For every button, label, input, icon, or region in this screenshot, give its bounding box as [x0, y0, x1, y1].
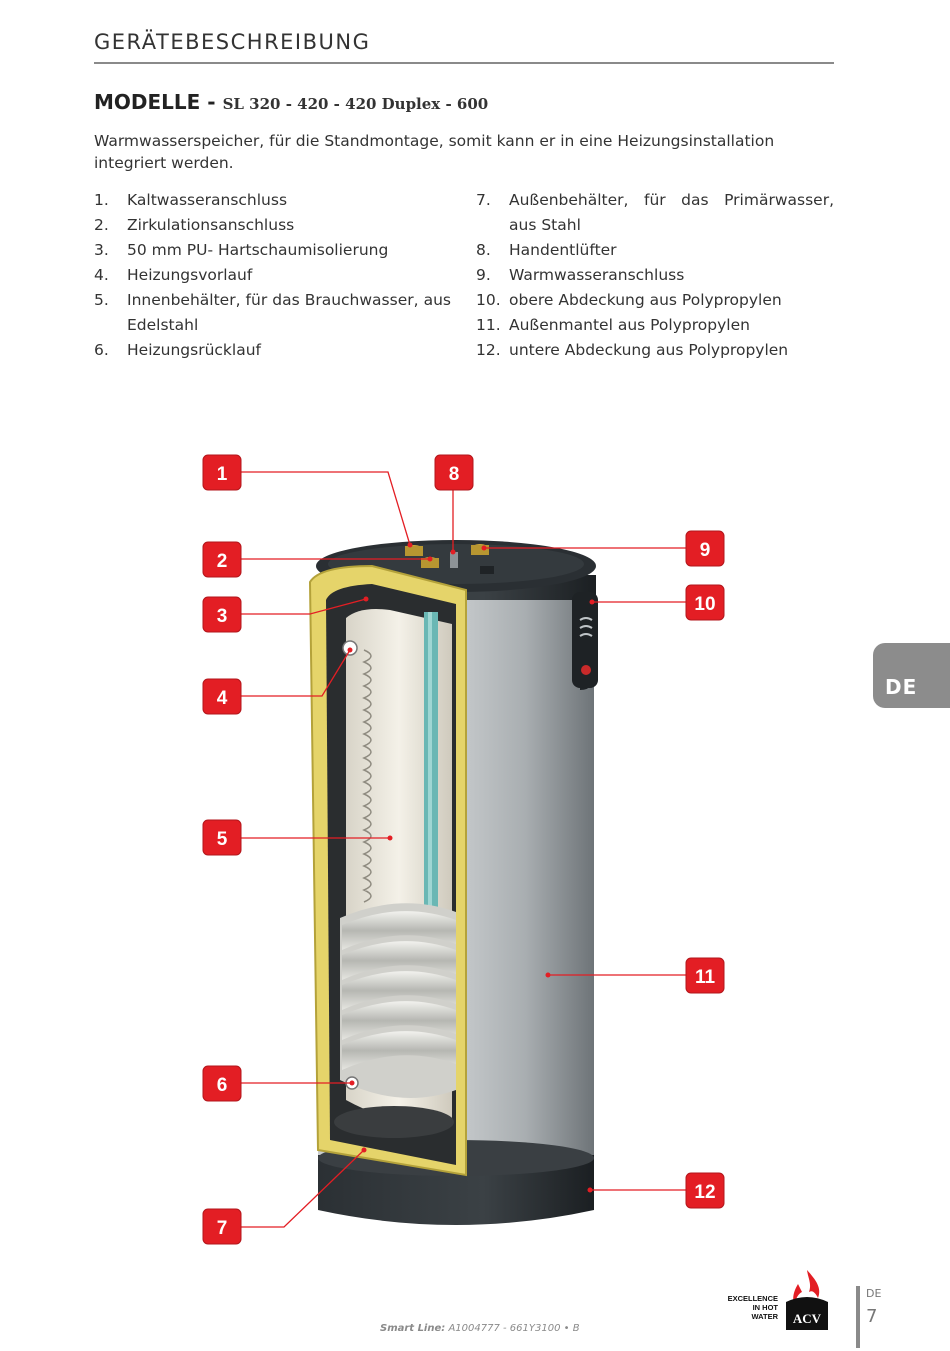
- legend-number: 4.: [94, 266, 109, 284]
- legend-number: 3.: [94, 241, 109, 259]
- legend-item: [94, 213, 451, 238]
- legend-item: [476, 338, 834, 363]
- legend-text: untere Abdeckung aus Polypropylen: [509, 341, 789, 359]
- leader-dot: [546, 973, 551, 978]
- leader-dot: [451, 550, 456, 555]
- product-line: Smart Line:: [380, 1323, 446, 1334]
- legend-item: [94, 188, 451, 213]
- callout-badge-7: [203, 1209, 241, 1244]
- models-heading: [94, 90, 488, 114]
- logo-text: ACV: [792, 1311, 822, 1326]
- callout-badge-12: [686, 1173, 724, 1208]
- acv-logo: [782, 1268, 832, 1332]
- legend-text: Außenmantel aus Polypropylen: [509, 316, 750, 334]
- leader-line: [240, 472, 410, 545]
- legend-text: Kaltwasseranschluss: [127, 191, 288, 209]
- header-divider: [94, 62, 834, 64]
- legend-text: Außenbehälter, für das Primärwasser, aus Stahl: [509, 191, 834, 234]
- callout-badge-6: [203, 1066, 241, 1101]
- language-tab[interactable]: [873, 643, 950, 708]
- legend-text: 50 mm PU- Hartschaumisolierung: [127, 241, 389, 259]
- legend-item: [94, 288, 451, 338]
- legend-item: [94, 238, 451, 263]
- intro-paragraph: Warmwasserspeicher, für die Standmontage, somit kann er in eine Heizungsinstallation integriert werden.: [94, 132, 775, 172]
- callout-badge-8: [435, 455, 473, 490]
- legend-number: 12.: [476, 341, 501, 359]
- callout-number: 7: [216, 1218, 228, 1239]
- legend-text: Warmwasseranschluss: [509, 266, 685, 284]
- leader-dot: [362, 1148, 367, 1153]
- legend-item: [476, 188, 834, 238]
- legend-number: 6.: [94, 341, 109, 359]
- callout-badge-3: [203, 597, 241, 632]
- flame-icon: [807, 1270, 819, 1298]
- legend-text: Heizungsvorlauf: [127, 266, 253, 284]
- language-tab-label: DE: [885, 675, 918, 699]
- leader-dot: [350, 1081, 355, 1086]
- callout-number: 1: [216, 464, 228, 485]
- legend-list-left: [94, 188, 451, 363]
- legend-number: 1.: [94, 191, 109, 209]
- legend-text: Innenbehälter, für das Brauchwasser, aus Edelstahl: [127, 291, 451, 334]
- callout-number: 2: [216, 551, 228, 572]
- legend-item: [94, 338, 451, 363]
- legend-number: 10.: [476, 291, 501, 309]
- legend-number: 2.: [94, 216, 109, 234]
- leader-dot: [590, 600, 595, 605]
- callout-badge-1: [203, 455, 241, 490]
- callout-number: 9: [699, 540, 711, 561]
- callout-badge-2: [203, 542, 241, 577]
- legend-number: 7.: [476, 191, 491, 209]
- legend-number: 11.: [476, 316, 501, 334]
- page-marker-bar: [856, 1286, 860, 1348]
- page-number: 7: [866, 1306, 878, 1327]
- legend-item: [476, 263, 834, 288]
- models-heading-list: SL 320 - 420 - 420 Duplex - 600: [222, 95, 489, 113]
- leader-dot: [348, 648, 353, 653]
- leader-dot: [364, 597, 369, 602]
- page-language: DE: [866, 1287, 882, 1300]
- callout-number: 6: [216, 1075, 228, 1096]
- brand-claim-line: EXCELLENCE: [727, 1294, 778, 1303]
- legend-text: Handentlüfter: [509, 241, 617, 259]
- callout-number: 3: [216, 606, 228, 627]
- legend-text: Heizungsrücklauf: [127, 341, 261, 359]
- callout-number: 12: [694, 1182, 716, 1203]
- callout-badge-11: [686, 958, 724, 993]
- document-reference: [380, 1323, 580, 1334]
- water-heater-cutaway-diagram: [0, 400, 950, 1260]
- legend-item: [476, 238, 834, 263]
- callout-number: 11: [694, 967, 716, 988]
- leader-dot: [588, 1188, 593, 1193]
- legend-text: obere Abdeckung aus Polypropylen: [509, 291, 782, 309]
- callout-badge-5: [203, 820, 241, 855]
- document-code: A1004777 - 661Y3100 • B: [445, 1323, 580, 1334]
- callout-badge-4: [203, 679, 241, 714]
- legend-number: 9.: [476, 266, 491, 284]
- brand-claim: [726, 1294, 778, 1321]
- callout-number: 5: [216, 829, 228, 850]
- leader-dot: [388, 836, 393, 841]
- section-title: GERÄTEBESCHREIBUNG: [94, 30, 371, 54]
- leader-dot: [428, 557, 433, 562]
- callout-number: 4: [216, 688, 228, 709]
- brand-claim-line: IN HOT WATER: [751, 1303, 778, 1321]
- legend-text: Zirkulationsanschluss: [127, 216, 295, 234]
- callout-badge-10: [686, 585, 724, 620]
- heating-coil: [340, 903, 456, 1098]
- leader-dot: [408, 543, 413, 548]
- legend-item: [94, 263, 451, 288]
- legend-number: 8.: [476, 241, 491, 259]
- callout-badge-9: [686, 531, 724, 566]
- leader-dot: [482, 546, 487, 551]
- callout-number: 8: [448, 464, 460, 485]
- models-heading-main: MODELLE -: [94, 90, 216, 114]
- legend-number: 5.: [94, 291, 109, 309]
- legend-item: [476, 313, 834, 338]
- legend-list-right: [476, 188, 834, 363]
- callout-number: 10: [694, 594, 716, 615]
- legend-item: [476, 288, 834, 313]
